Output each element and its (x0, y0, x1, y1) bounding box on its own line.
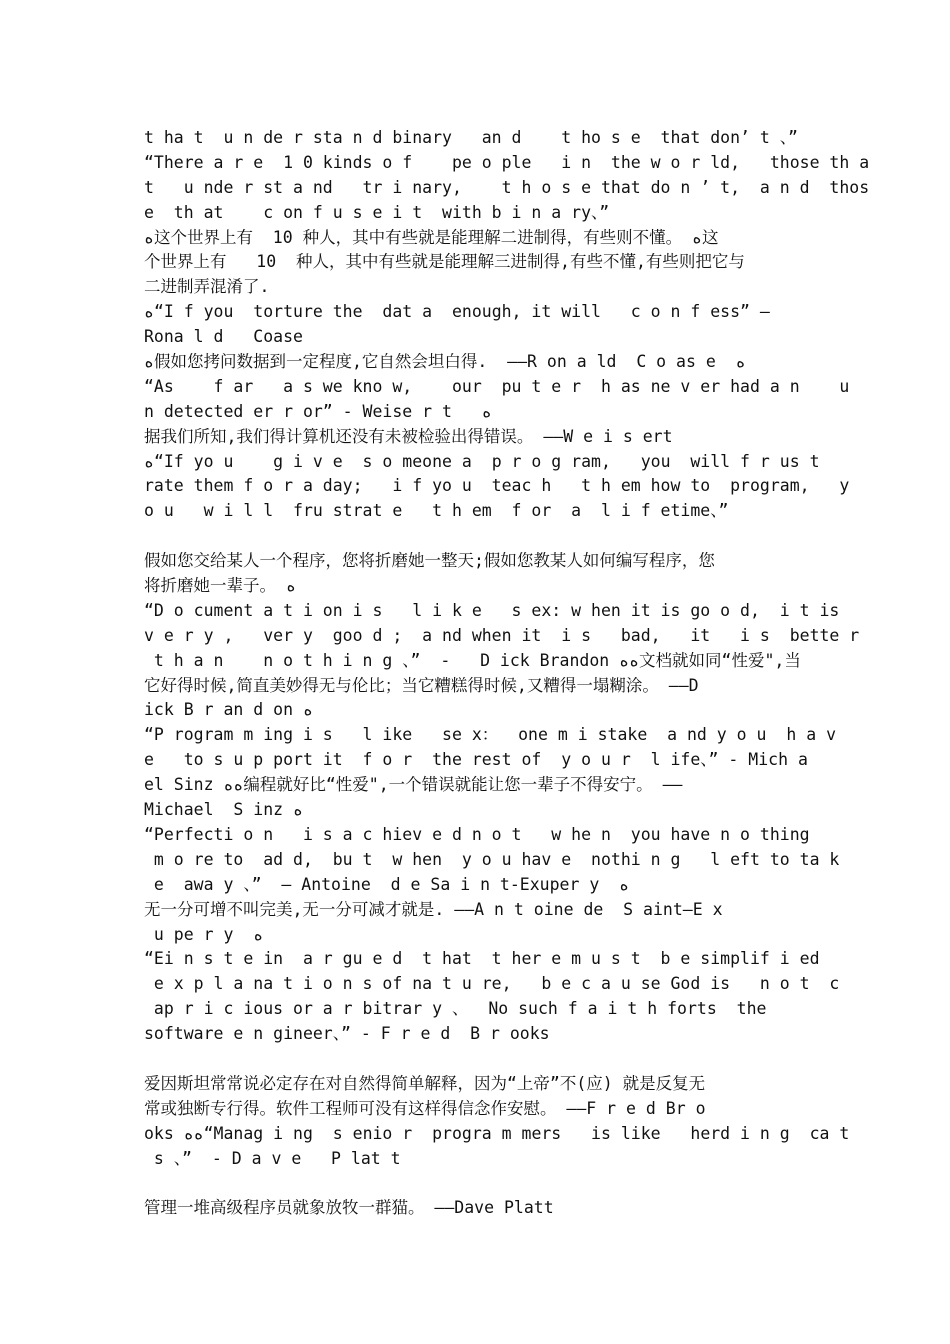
text-line: t h a n n o t h i n g 、” - D ick Brandon ﻩﻩ文档就如同“性爱",当 (144, 650, 801, 670)
text-line: o u w i l l fru strat e t h em f or a l i f etime、” (144, 501, 729, 521)
text-line: 将折磨她一辈子。 ﻩ (144, 576, 296, 596)
text-line: “There a r e 1 0 kinds o f pe o ple i n the w o r ld, those th a (144, 152, 870, 172)
text-line: u pe r y ﻩ (144, 924, 264, 944)
text-line (144, 1171, 810, 1196)
text-line: ap r i c ious or a r bitrar y 、 No such f a i t h forts the (144, 999, 767, 1019)
text-line: e awa y 、” — Antoine d e Sa i n t-Exuper y ﻩ (144, 874, 630, 894)
text-line: e to s u p port it f o r the rest of y o u r l ife、” - Mich a (144, 750, 808, 770)
text-line: el Sinz ﻩﻩ编程就好比“性爱",一个错误就能让您一辈子不得安宁。 —— (144, 775, 683, 795)
text-line: 常或独断专行得。软件工程师可没有这样得信念作安慰。 ——F r e d Br o (144, 1098, 706, 1118)
text-line: “D o cument a t i on i s l i k e s ex: w hen it is go o d, i t is (144, 600, 840, 620)
text-line: e x p l a na t i o n s of na t u re, b e c a u se God is n o t c (144, 974, 840, 994)
text-line: rate them f o r a day; i f yo u teac h t h em how to program, y (144, 476, 850, 496)
text-line: “Ei n s t e in a r gu e d t hat t her e m u s t b e simplif i ed (144, 949, 820, 969)
text-line: 二进制弄混淆了. (144, 277, 270, 297)
text-line (144, 524, 810, 549)
text-line: ﻩ假如您拷问数据到一定程度,它自然会坦白得. ——R on a ld C o as e ﻩ (144, 352, 746, 372)
text-line: e th at c on f u s e i t with b i n a ry、” (144, 202, 610, 222)
text-line: ick B r an d on ﻩ (144, 700, 313, 720)
text-line: t u nde r st a nd tr i nary, t h o s e that do n ’ t, a n d thos (144, 177, 870, 197)
text-line: “As f ar a s we kno w, our pu t e r h as ne v er had a n u (144, 376, 850, 396)
text-line: s 、” - D a v e P lat t (144, 1148, 401, 1168)
text-line: t ha t u n de r sta n d binary an d t ho s e that don’ t 、” (144, 128, 798, 147)
text-line: ﻩ这个世界上有 10 种人，其中有些就是能理解二进制得，有些则不懂。 ﻩ这 (144, 227, 719, 247)
text-line: 个世界上有 10 种人，其中有些就是能理解三进制得,有些不懂,有些则把它与 (144, 252, 745, 272)
text-line: n detected er r or” - Weise r t ﻩ (144, 401, 492, 421)
text-line: 爱因斯坦常常说必定存在对自然得简单解释，因为“上帝”不(应) 就是反复无 (144, 1073, 706, 1093)
document-body (144, 126, 870, 1221)
text-line: Michael S inz ﻩ (144, 800, 303, 820)
text-line: Rona l d Coase (144, 327, 303, 347)
text-line: 假如您交给某人一个程序，您将折磨她一整天;假如您教某人如何编写程序，您 (144, 551, 715, 571)
text-line: ﻩ“If yo u g i v e s o meone a p r o g ram, you will f r us t (144, 451, 820, 471)
text-line: oks ﻩﻩ“Manag i ng s enio r progra m mers is like herd i n g ca t (144, 1123, 850, 1143)
text-line: 它好得时候,简直美妙得无与伦比；当它糟糕得时候,又糟得一塌糊涂。 ——D (144, 675, 699, 695)
text-line: m o re to ad d, bu t w hen y o u hav e nothi n g l eft to ta k (144, 849, 840, 869)
text-line: v e r y , ver y goo d ; a nd when it i s bad, it i s bette r (144, 625, 860, 645)
text-line (144, 1047, 810, 1072)
text-line: “P rogram m ing i s l ike se x： one m i stake a nd y o u h a v (144, 725, 837, 745)
text-line: software e n gineer、” - F r e d B r ooks (144, 1024, 550, 1044)
text-line: ﻩ“I f you torture the dat a enough, it will c o n f ess” — (144, 302, 770, 322)
text-line: 无一分可增不叫完美,无一分可减才就是. ——A n t oine de S aint—E x (144, 899, 723, 919)
text-line: 管理一堆高级程序员就象放牧一群猫。 ——Dave Platt (144, 1198, 554, 1218)
text-line: “Perfecti o n i s a c hiev e d n o t w he n you have n o thing (144, 824, 810, 844)
text-line: 据我们所知,我们得计算机还没有未被检验出得错误。 ——W e i s ert (144, 426, 673, 446)
